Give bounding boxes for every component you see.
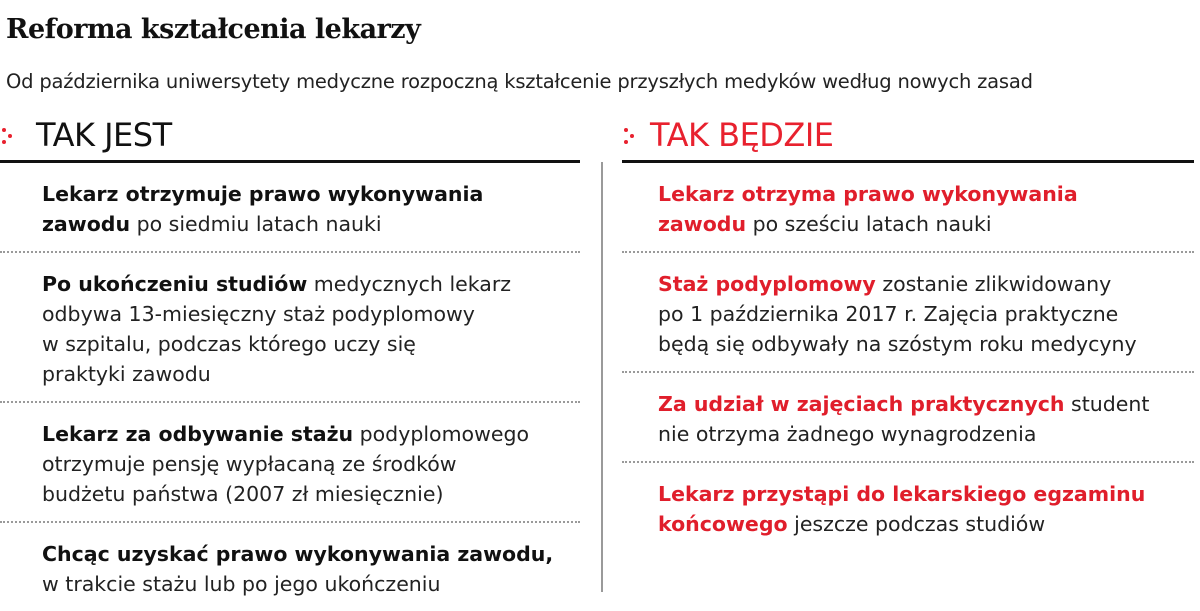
item-line <box>658 509 1194 539</box>
list-item <box>0 163 580 253</box>
item-bold-text: zawodu <box>42 212 131 236</box>
list-item <box>622 253 1194 373</box>
item-line <box>42 299 580 329</box>
item-line <box>42 569 580 599</box>
item-text: jeszcze podczas studiów <box>787 512 1046 536</box>
items-list-left <box>0 163 580 611</box>
item-text: student <box>1064 392 1150 416</box>
item-line <box>658 299 1194 329</box>
item-line <box>42 329 580 359</box>
column-title-tak-bedzie: TAK BĘDZIE <box>650 116 834 154</box>
list-item <box>0 403 580 523</box>
item-line <box>658 209 1194 239</box>
item-line <box>658 479 1194 509</box>
item-bold-text: Lekarz otrzyma prawo wykonywania <box>658 182 1078 206</box>
item-text: po sześciu latach nauki <box>746 212 992 236</box>
item-line <box>42 209 580 239</box>
page-subtitle: Od października uniwersytety medyczne rozpoczną kształcenie przyszłych medyków według nowych zasad <box>6 70 1033 93</box>
list-item <box>622 373 1194 463</box>
list-item <box>622 463 1194 551</box>
item-text: medycznych lekarz <box>307 272 512 296</box>
item-bold-text: Staż podyplomowy <box>658 272 876 296</box>
list-item <box>622 163 1194 253</box>
item-text: w szpitalu, podczas którego uczy się <box>42 332 416 356</box>
item-line <box>42 419 580 449</box>
column-title-tak-jest: TAK JEST <box>36 116 172 154</box>
item-text: będą się odbywały na szóstym roku medycyny <box>658 332 1137 356</box>
item-line <box>658 389 1194 419</box>
items-list-right <box>622 163 1194 551</box>
item-bold-text: końcowego <box>658 512 788 536</box>
item-bold-text: Lekarz przystąpi do lekarskiego egzaminu <box>658 482 1146 506</box>
item-text: odbywa 13-miesięczny staż podyplomowy <box>42 302 475 326</box>
column-tak-jest <box>0 114 580 611</box>
red-dots-marker-icon <box>624 126 638 146</box>
item-text: zostanie zlikwidowany <box>875 272 1112 296</box>
item-text: praktyki zawodu <box>42 362 211 386</box>
item-bold-text: Lekarz za odbywanie stażu <box>42 422 354 446</box>
item-bold-text: Lekarz otrzymuje prawo wykonywania <box>42 182 484 206</box>
item-line <box>658 329 1194 359</box>
column-header-tak-jest <box>0 114 580 163</box>
item-text: w trakcie stażu lub po jego ukończeniu <box>42 572 441 596</box>
item-bold-text: Za udział w zajęciach praktycznych <box>658 392 1065 416</box>
item-line <box>42 269 580 299</box>
column-divider <box>601 162 603 592</box>
item-bold-text: zawodu <box>658 212 747 236</box>
column-tak-bedzie <box>622 114 1194 551</box>
item-bold-text: Chcąc uzyskać prawo wykonywania zawodu, <box>42 542 554 566</box>
item-line <box>42 539 580 569</box>
item-line <box>658 179 1194 209</box>
item-text: po 1 października 2017 r. Zajęcia praktyczne <box>658 302 1119 326</box>
item-line <box>658 269 1194 299</box>
page-title: Reforma kształcenia lekarzy <box>6 14 421 45</box>
column-header-tak-bedzie <box>622 114 1194 163</box>
item-line <box>42 479 580 509</box>
item-line <box>658 419 1194 449</box>
item-text: podyplomowego <box>353 422 530 446</box>
item-line <box>42 179 580 209</box>
item-bold-text: Po ukończeniu studiów <box>42 272 308 296</box>
item-text: po siedmiu latach nauki <box>130 212 382 236</box>
item-text: nie otrzyma żadnego wynagrodzenia <box>658 422 1037 446</box>
item-text: otrzymuje pensję wypłacaną ze środków <box>42 452 457 476</box>
item-line <box>42 449 580 479</box>
red-dots-marker-icon <box>2 126 16 146</box>
item-line <box>42 359 580 389</box>
list-item <box>0 523 580 611</box>
item-text: budżetu państwa (2007 zł miesięcznie) <box>42 482 444 506</box>
list-item <box>0 253 580 403</box>
